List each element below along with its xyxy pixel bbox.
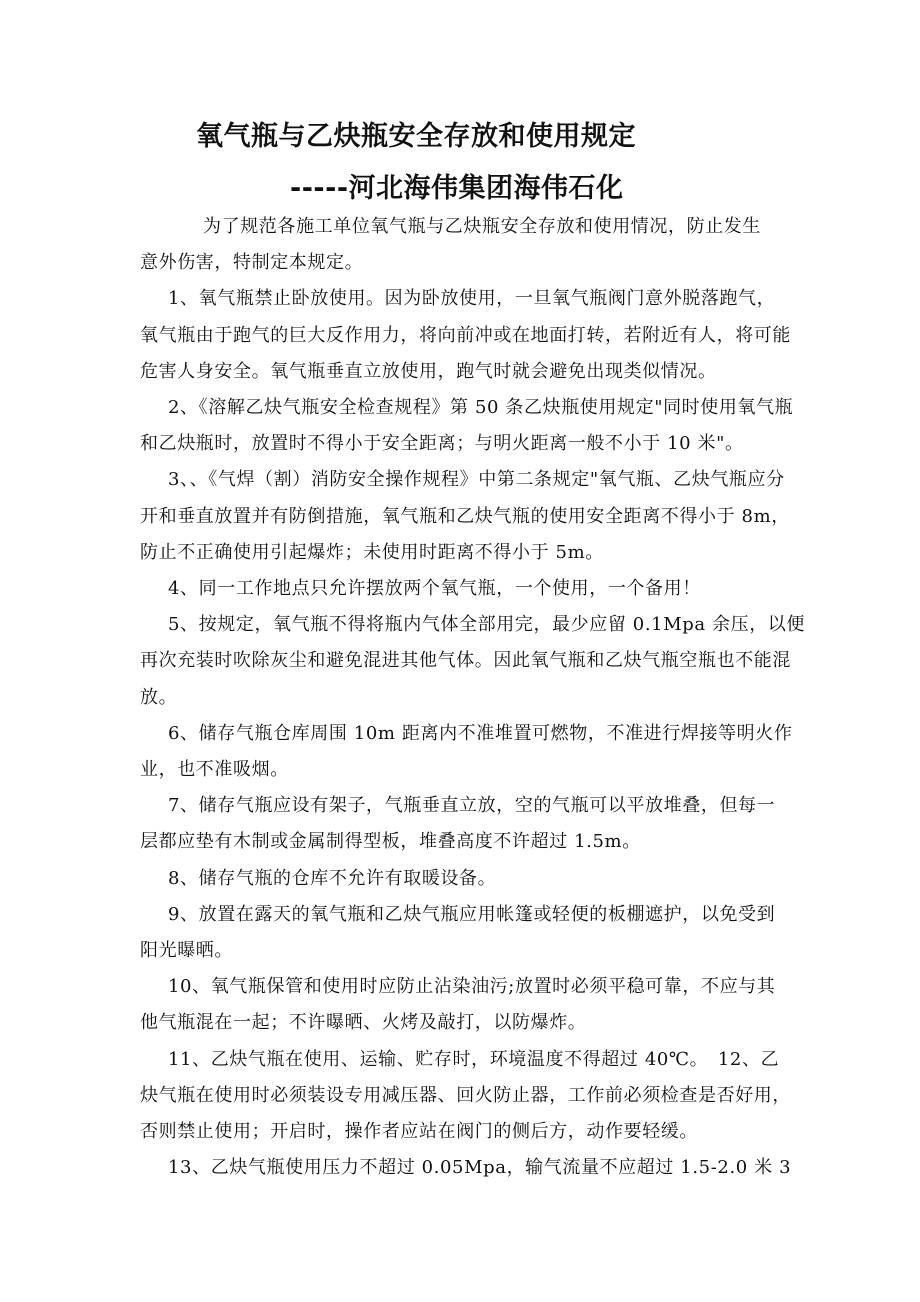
paragraph-line: 业，也不准吸烟。	[140, 759, 289, 780]
paragraph-line: 4、同一工作地点只允许摆放两个氧气瓶，一个使用，一个备用！	[168, 578, 701, 599]
paragraph-line: 他气瓶混在一起；不许曝晒、火烤及敲打，以防爆炸。	[140, 1012, 587, 1034]
paragraph-line: 1、氧气瓶禁止卧放使用。因为卧放使用，一旦氧气瓶阀门意外脱落跑气，	[168, 288, 776, 310]
paragraph-line: 放。	[140, 686, 178, 708]
paragraph-line: 2、《溶解乙炔气瓶安全检查规程》第 50 条乙炔瓶使用规定"同时使用氧气瓶	[168, 397, 794, 418]
paragraph-line: 防止不正确使用引起爆炸；未使用时距离不得小于 5m。	[140, 541, 604, 563]
paragraph-line: 6、储存气瓶仓库周围 10m 距离内不准堆置可燃物，不准进行焊接等明火作	[168, 722, 793, 744]
paragraph-line: 阳光曝晒。	[140, 940, 233, 961]
paragraph-line: 氧气瓶由于跑气的巨大反作用力，将向前冲或在地面打转，若附近有人，将可能	[140, 324, 791, 346]
document-subtitle: -----河北海伟集团海伟石化	[290, 173, 624, 204]
document-title: 氧气瓶与乙炔瓶安全存放和使用规定	[196, 121, 636, 152]
paragraph-line: 3、、《气焊（割）消防安全操作规程》中第二条规定"氧气瓶、乙炔气瓶应分	[168, 469, 785, 491]
paragraph-line: 11、乙炔气瓶在使用、运输、贮存时，环境温度不得超过 40℃。 12、乙	[168, 1048, 780, 1070]
paragraph-line: 炔气瓶在使用时必须装设专用减压器、回火防止器，工作前必须检查是否好用，	[140, 1084, 791, 1106]
paragraph-line: 9、放置在露天的氧气瓶和乙炔气瓶应用帐篷或轻便的板棚遮护，以免受到	[168, 903, 776, 925]
paragraph-line: 危害人身安全。氧气瓶垂直立放使用，跑气时就会避免出现类似情况。	[140, 360, 717, 382]
paragraph-line: 10、氧气瓶保管和使用时应防止沾染油污;放置时必须平稳可靠，不应与其	[168, 976, 776, 998]
paragraph-line: 否则禁止使用；开启时，操作者应站在阀门的侧后方，动作要轻缓。	[140, 1121, 698, 1142]
paragraph-line: 层都应垫有木制或金属制得型板，堆叠高度不许超过 1.5m。	[140, 831, 641, 853]
paragraph-line: 和乙炔瓶时，放置时不得小于安全距离；与明火距离一般不小于 10 米"。	[140, 433, 744, 455]
paragraph-line: 开和垂直放置并有防倒措施，氧气瓶和乙炔气瓶的使用安全距离不得小于 8m，	[140, 505, 790, 527]
paragraph-line: 7、储存气瓶应设有架子，气瓶垂直立放，空的气瓶可以平放堆叠，但每一	[168, 795, 776, 817]
paragraph-line: 8、储存气瓶的仓库不允许有取暖设备。	[168, 867, 497, 889]
paragraph-line: 为了规范各施工单位氧气瓶与乙炔瓶安全存放和使用情况，防止发生	[203, 216, 761, 237]
paragraph-line: 5、按规定，氧气瓶不得将瓶内气体全部用完，最少应留 0.1Mpa 余压，以便	[168, 614, 806, 636]
paragraph-line: 再次充装时吹除灰尘和避免混进其他气体。因此氧气瓶和乙炔气瓶空瓶也不能混	[140, 650, 791, 672]
paragraph-line: 13、乙炔气瓶使用压力不超过 0.05Mpa，输气流量不应超过 1.5-2.0 米 3	[168, 1157, 792, 1179]
paragraph-line: 意外伤害，特制定本规定。	[140, 252, 364, 274]
